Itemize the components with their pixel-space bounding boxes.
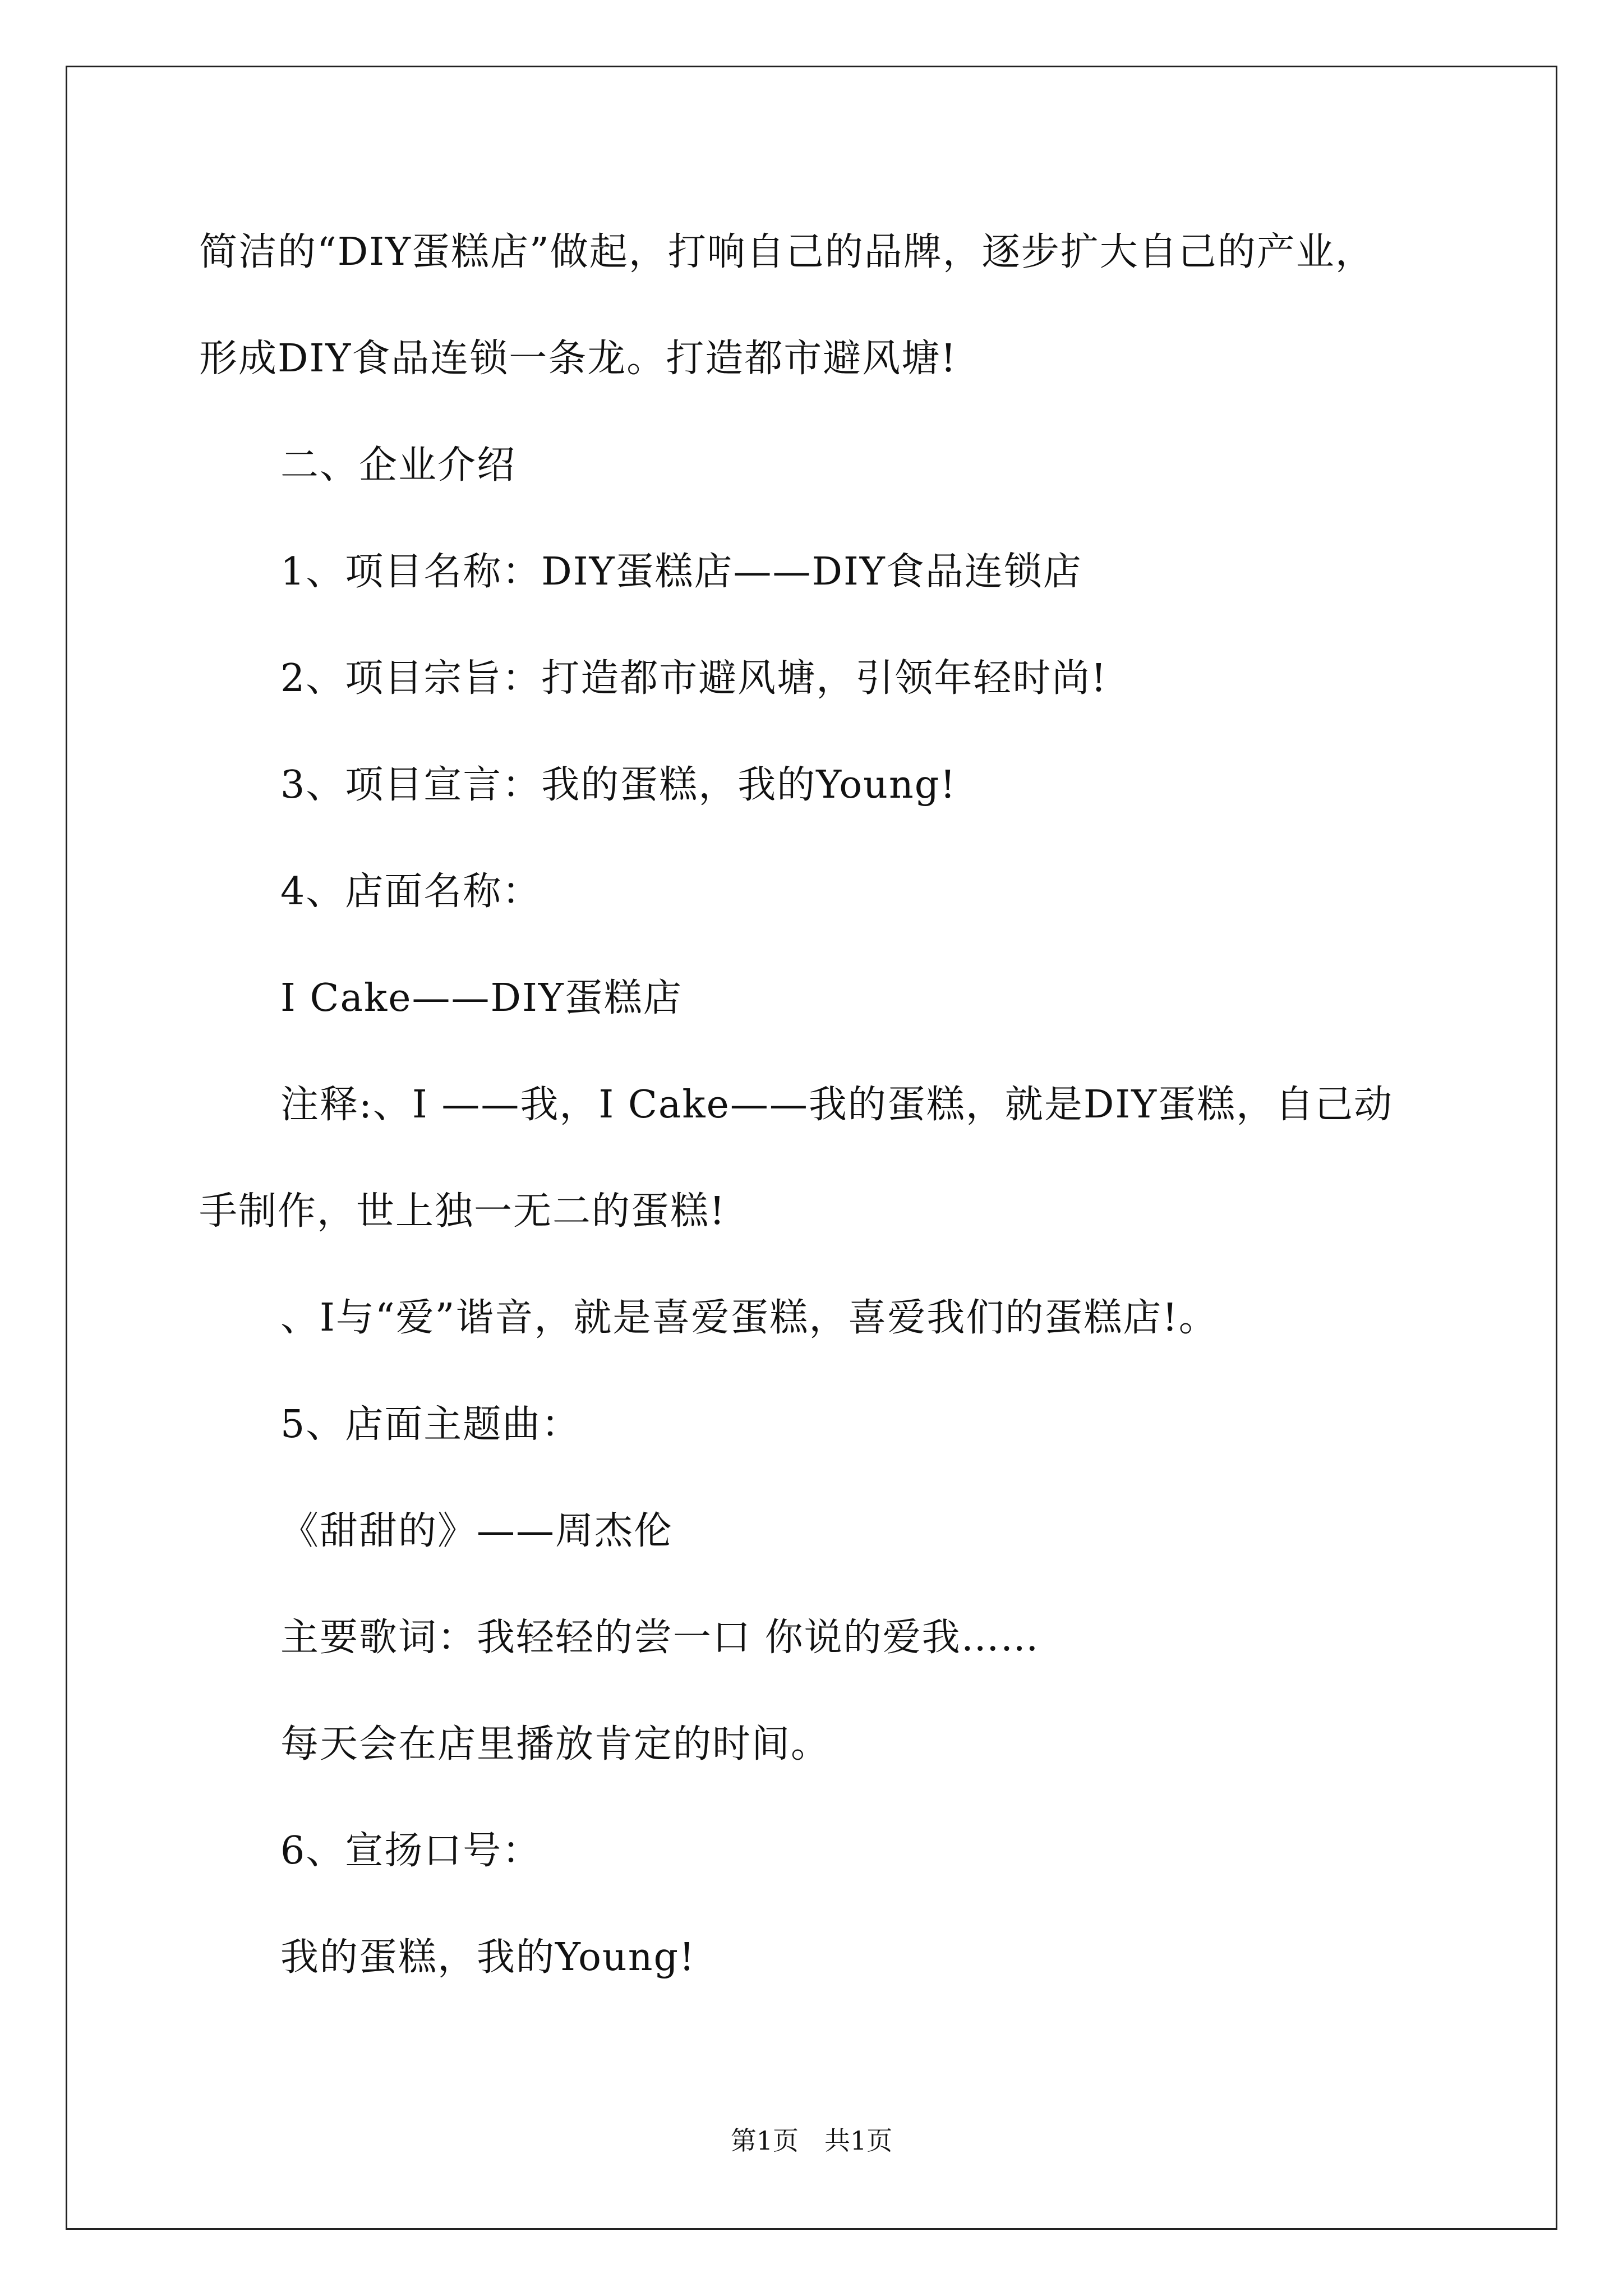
body-text-line: 《甜甜的》——周杰伦: [280, 1509, 674, 1553]
body-text-line: 注释:、I ——我，I Cake——我的蛋糕，就是DIY蛋糕，自己动: [280, 1083, 1394, 1127]
body-text-line: 1、项目名称：DIY蛋糕店——DIY食品连锁店: [280, 550, 1082, 594]
body-text-line: 简洁的“DIY蛋糕店”做起，打响自己的品牌，逐步扩大自己的产业，: [199, 230, 1375, 274]
body-text-line: 形成DIY食品连锁一条龙。打造都市避风塘!: [199, 337, 957, 381]
body-text-line: 5、店面主题曲：: [280, 1402, 581, 1447]
body-text-line: 手制作，世上独一无二的蛋糕!: [199, 1189, 726, 1234]
body-text-line: 我的蛋糕，我的Young!: [280, 1935, 696, 1980]
body-text-line: 主要歌词：我轻轻的尝一口 你说的爱我……: [280, 1616, 1040, 1660]
body-text-line: 每天会在店里播放肯定的时间。: [280, 1722, 831, 1766]
body-text-line: 2、项目宗旨：打造都市避风塘，引领年轻时尚!: [280, 656, 1108, 701]
body-text-line: I Cake——DIY蛋糕店: [280, 976, 683, 1020]
body-text-line: 6、宣扬口号：: [280, 1829, 542, 1873]
section-heading: 二、企业介绍: [280, 443, 517, 487]
page-border: [66, 66, 1557, 2230]
body-text-line: 3、项目宣言：我的蛋糕，我的Young!: [280, 763, 957, 807]
body-text-line: 、I与“爱”谐音，就是喜爱蛋糕，喜爱我们的蛋糕店!。: [280, 1296, 1218, 1340]
page-number-footer: 第1页 共1页: [730, 2125, 893, 2156]
body-text-line: 4、店面名称：: [280, 869, 542, 914]
